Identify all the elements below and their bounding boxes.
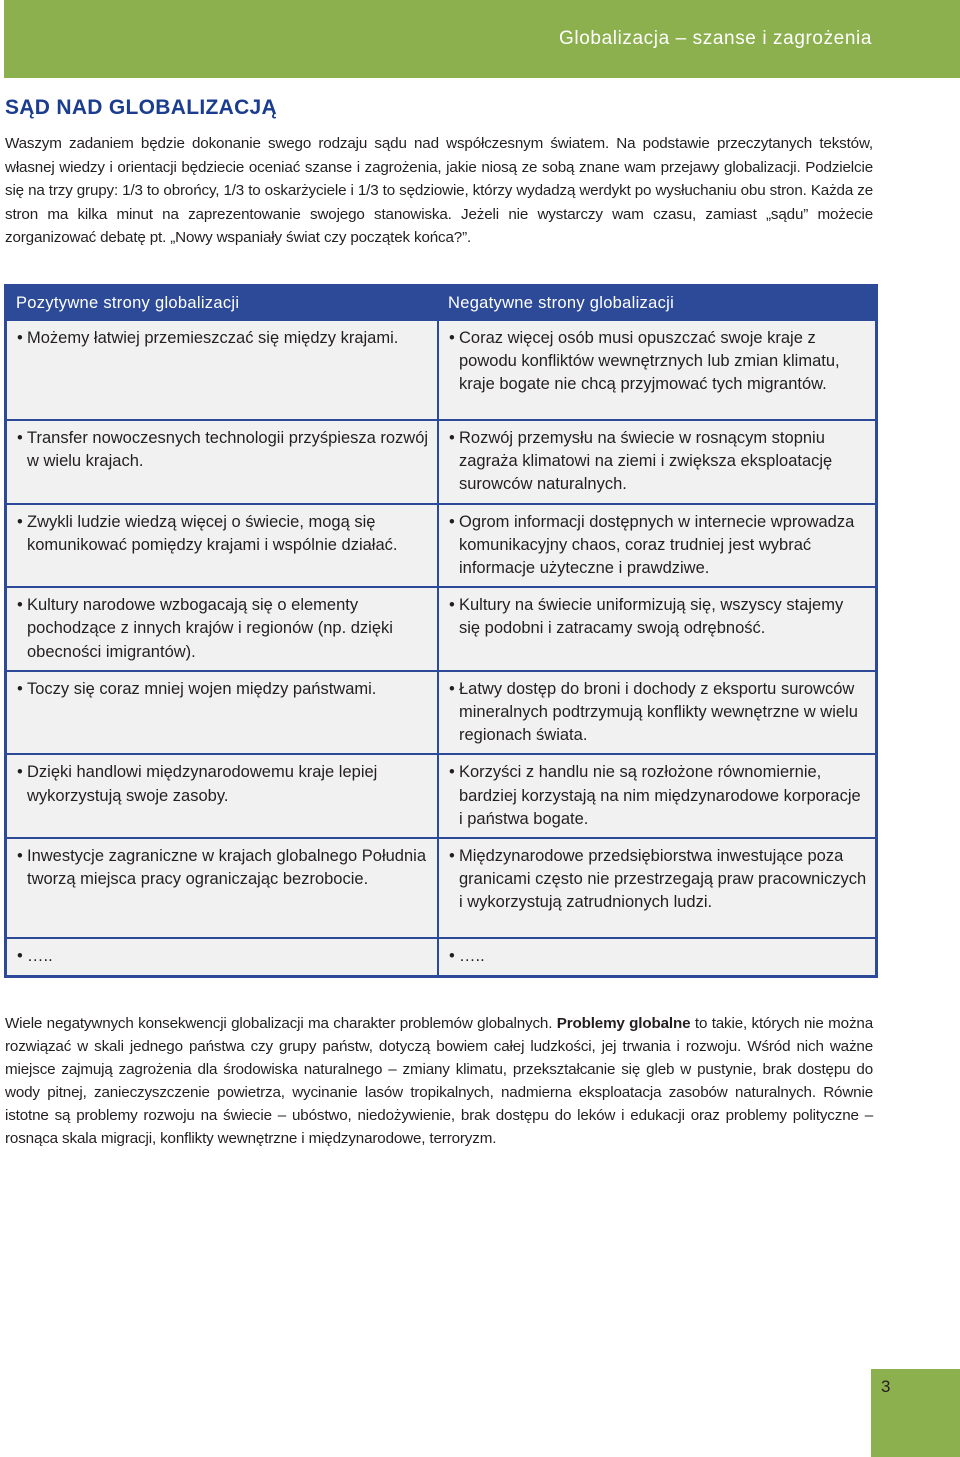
table-row <box>6 838 876 938</box>
cell-text: Możemy łatwiej przemieszczać się między krajami. <box>27 329 399 347</box>
page-number: 3 <box>881 1377 891 1396</box>
table-header-row <box>6 286 876 320</box>
closing-text-start: Wiele negatywnych konsekwencji globalizacji ma charakter problemów globalnych. <box>5 1015 557 1032</box>
closing-bold-term: Problemy globalne <box>556 1015 691 1032</box>
bullet-icon: • <box>449 512 455 531</box>
table-row <box>6 320 876 420</box>
positive-cell <box>6 504 438 588</box>
cell-text: Zwykli ludzie wiedzą więcej o świecie, mogą się komunikować pomiędzy krajami i wspólnie działać. <box>27 512 398 554</box>
negative-cell <box>438 587 876 671</box>
bullet-icon: • <box>449 947 455 966</box>
running-header-title: Globalizacja – szanse i zagrożenia <box>559 28 872 49</box>
bullet-icon: • <box>449 847 455 866</box>
cell-text: Coraz więcej osób musi opuszczać swoje kraje z powodu konfliktów wewnętrznych lub zmian klimatu, kraje bogate nie chcą przyjmować tych migrantów. <box>459 329 840 394</box>
cell-text: Międzynarodowe przedsiębiorstwa inwestujące poza granicami często nie przestrzegają praw pracowniczych i wykorzystują zatrudnionych ludzi. <box>459 847 867 912</box>
table-row <box>6 504 876 588</box>
closing-text-end: to takie, których nie można rozwiązać w skali jednego państwa czy grupy państw, dotyczą bowiem całej ludzkości, jej trwania i rozwoju. Wśród nich ważne miejsce zajmują zagrożenia dla środowiska naturalnego – zmiany klimatu, przekształcanie się gleb w pustynie, brak dostępu do wody pitnej, zanieczyszczenie powietrza, wycinanie lasów tropikalnych, nadmierna eksploatacja zasobów naturalnych. Równie istotne są problemy rozwoju na świecie – ubóstwo, niedożywienie, brak dostępu do leków i edukacji oraz problemy polityczne – rosnąca skala migracji, konflikty wewnętrzne i międzynarodowe, terroryzm. <box>5 1015 873 1147</box>
negative-cell <box>438 504 876 588</box>
cell-text: Rozwój przemysłu na świecie w rosnącym stopniu zagraża klimatowi na ziemi i zwiększa eksploatację surowców naturalnych. <box>459 429 833 494</box>
negative-column-header: Negatywne strony globalizacji <box>438 286 876 320</box>
section-title: SĄD NAD GLOBALIZACJĄ <box>5 96 277 119</box>
bullet-icon: • <box>17 947 23 966</box>
negative-cell <box>438 754 876 838</box>
bullet-icon: • <box>17 847 23 866</box>
cell-text: Ogrom informacji dostępnych w internecie wprowadza komunikacyjny chaos, coraz trudniej jest wybrać informacje użyteczne i prawdziwe. <box>459 512 855 578</box>
positive-cell <box>6 671 438 755</box>
bullet-icon: • <box>17 512 23 531</box>
table-row <box>6 587 876 671</box>
positive-cell <box>6 320 438 420</box>
bullet-icon: • <box>17 429 23 447</box>
table-row <box>6 754 876 838</box>
bullet-icon: • <box>449 329 455 347</box>
table-row <box>6 671 876 755</box>
table-row <box>6 420 876 504</box>
bullet-icon: • <box>449 429 455 447</box>
bullet-icon: • <box>449 596 455 615</box>
positive-cell <box>6 587 438 671</box>
cell-text: Transfer nowoczesnych technologii przyśpiesza rozwój w wielu krajach. <box>27 429 429 471</box>
table-row <box>6 938 876 976</box>
positive-cell <box>6 938 438 976</box>
positive-cell <box>6 838 438 938</box>
cell-text: Toczy się coraz mniej wojen między państwami. <box>27 679 377 698</box>
closing-paragraph <box>5 1012 873 1150</box>
cell-text: Inwestycje zagraniczne w krajach globalnego Południa tworzą miejsca pracy ograniczając bezrobocie. <box>27 847 426 889</box>
cell-text: Kultury narodowe wzbogacają się o elementy pochodzące z innych krajów i regionów (np. dzięki obecności imigrantów). <box>27 596 393 661</box>
cell-text: Korzyści z handlu nie są rozłożone równomiernie, bardziej korzystają na nim międzynarodowe korporacje i państwa bogate. <box>459 763 861 828</box>
bullet-icon: • <box>17 679 23 698</box>
bullet-icon: • <box>449 763 455 782</box>
negative-cell <box>438 420 876 504</box>
globalization-table <box>4 284 878 978</box>
bullet-icon: • <box>17 329 23 347</box>
positive-cell <box>6 420 438 504</box>
intro-paragraph: Waszym zadaniem będzie dokonanie swego rodzaju sądu nad współczesnym światem. Na podstawie przeczytanych tekstów, własnej wiedzy i orientacji będziecie oceniać szanse i zagrożenia, jakie niosą ze sobą znane wam przejawy globalizacji. Podzielcie się na trzy grupy: 1/3 to obrońcy, 1/3 to oskarżyciele i 1/3 to sędziowie, którzy wydadzą werdykt po wysłuchaniu obu stron. Każda ze stron ma kilka minut na zaprezentowanie swojego stanowiska. Jeżeli nie wystarczy wam czasu, zamiast „sądu” możecie zorganizować debatę pt. „Nowy wspaniały świat czy początek końca?”. <box>5 135 873 246</box>
cell-text: ….. <box>459 947 485 966</box>
cell-text: Kultury na świecie uniformizują się, wszyscy stajemy się podobni i zatracamy swoją odrębność. <box>459 596 844 638</box>
cell-text: Dzięki handlowi międzynarodowemu kraje lepiej wykorzystują swoje zasoby. <box>27 763 378 805</box>
cell-text: ….. <box>27 947 53 966</box>
positive-cell <box>6 754 438 838</box>
negative-cell <box>438 838 876 938</box>
negative-cell <box>438 320 876 420</box>
negative-cell <box>438 938 876 976</box>
positive-column-header: Pozytywne strony globalizacji <box>6 286 438 320</box>
bullet-icon: • <box>17 596 23 615</box>
cell-text: Łatwy dostęp do broni i dochody z eksportu surowców mineralnych podtrzymują konflikty wewnętrzne w wielu regionach świata. <box>459 679 858 745</box>
bullet-icon: • <box>17 763 23 782</box>
negative-cell <box>438 671 876 755</box>
bullet-icon: • <box>449 679 455 698</box>
